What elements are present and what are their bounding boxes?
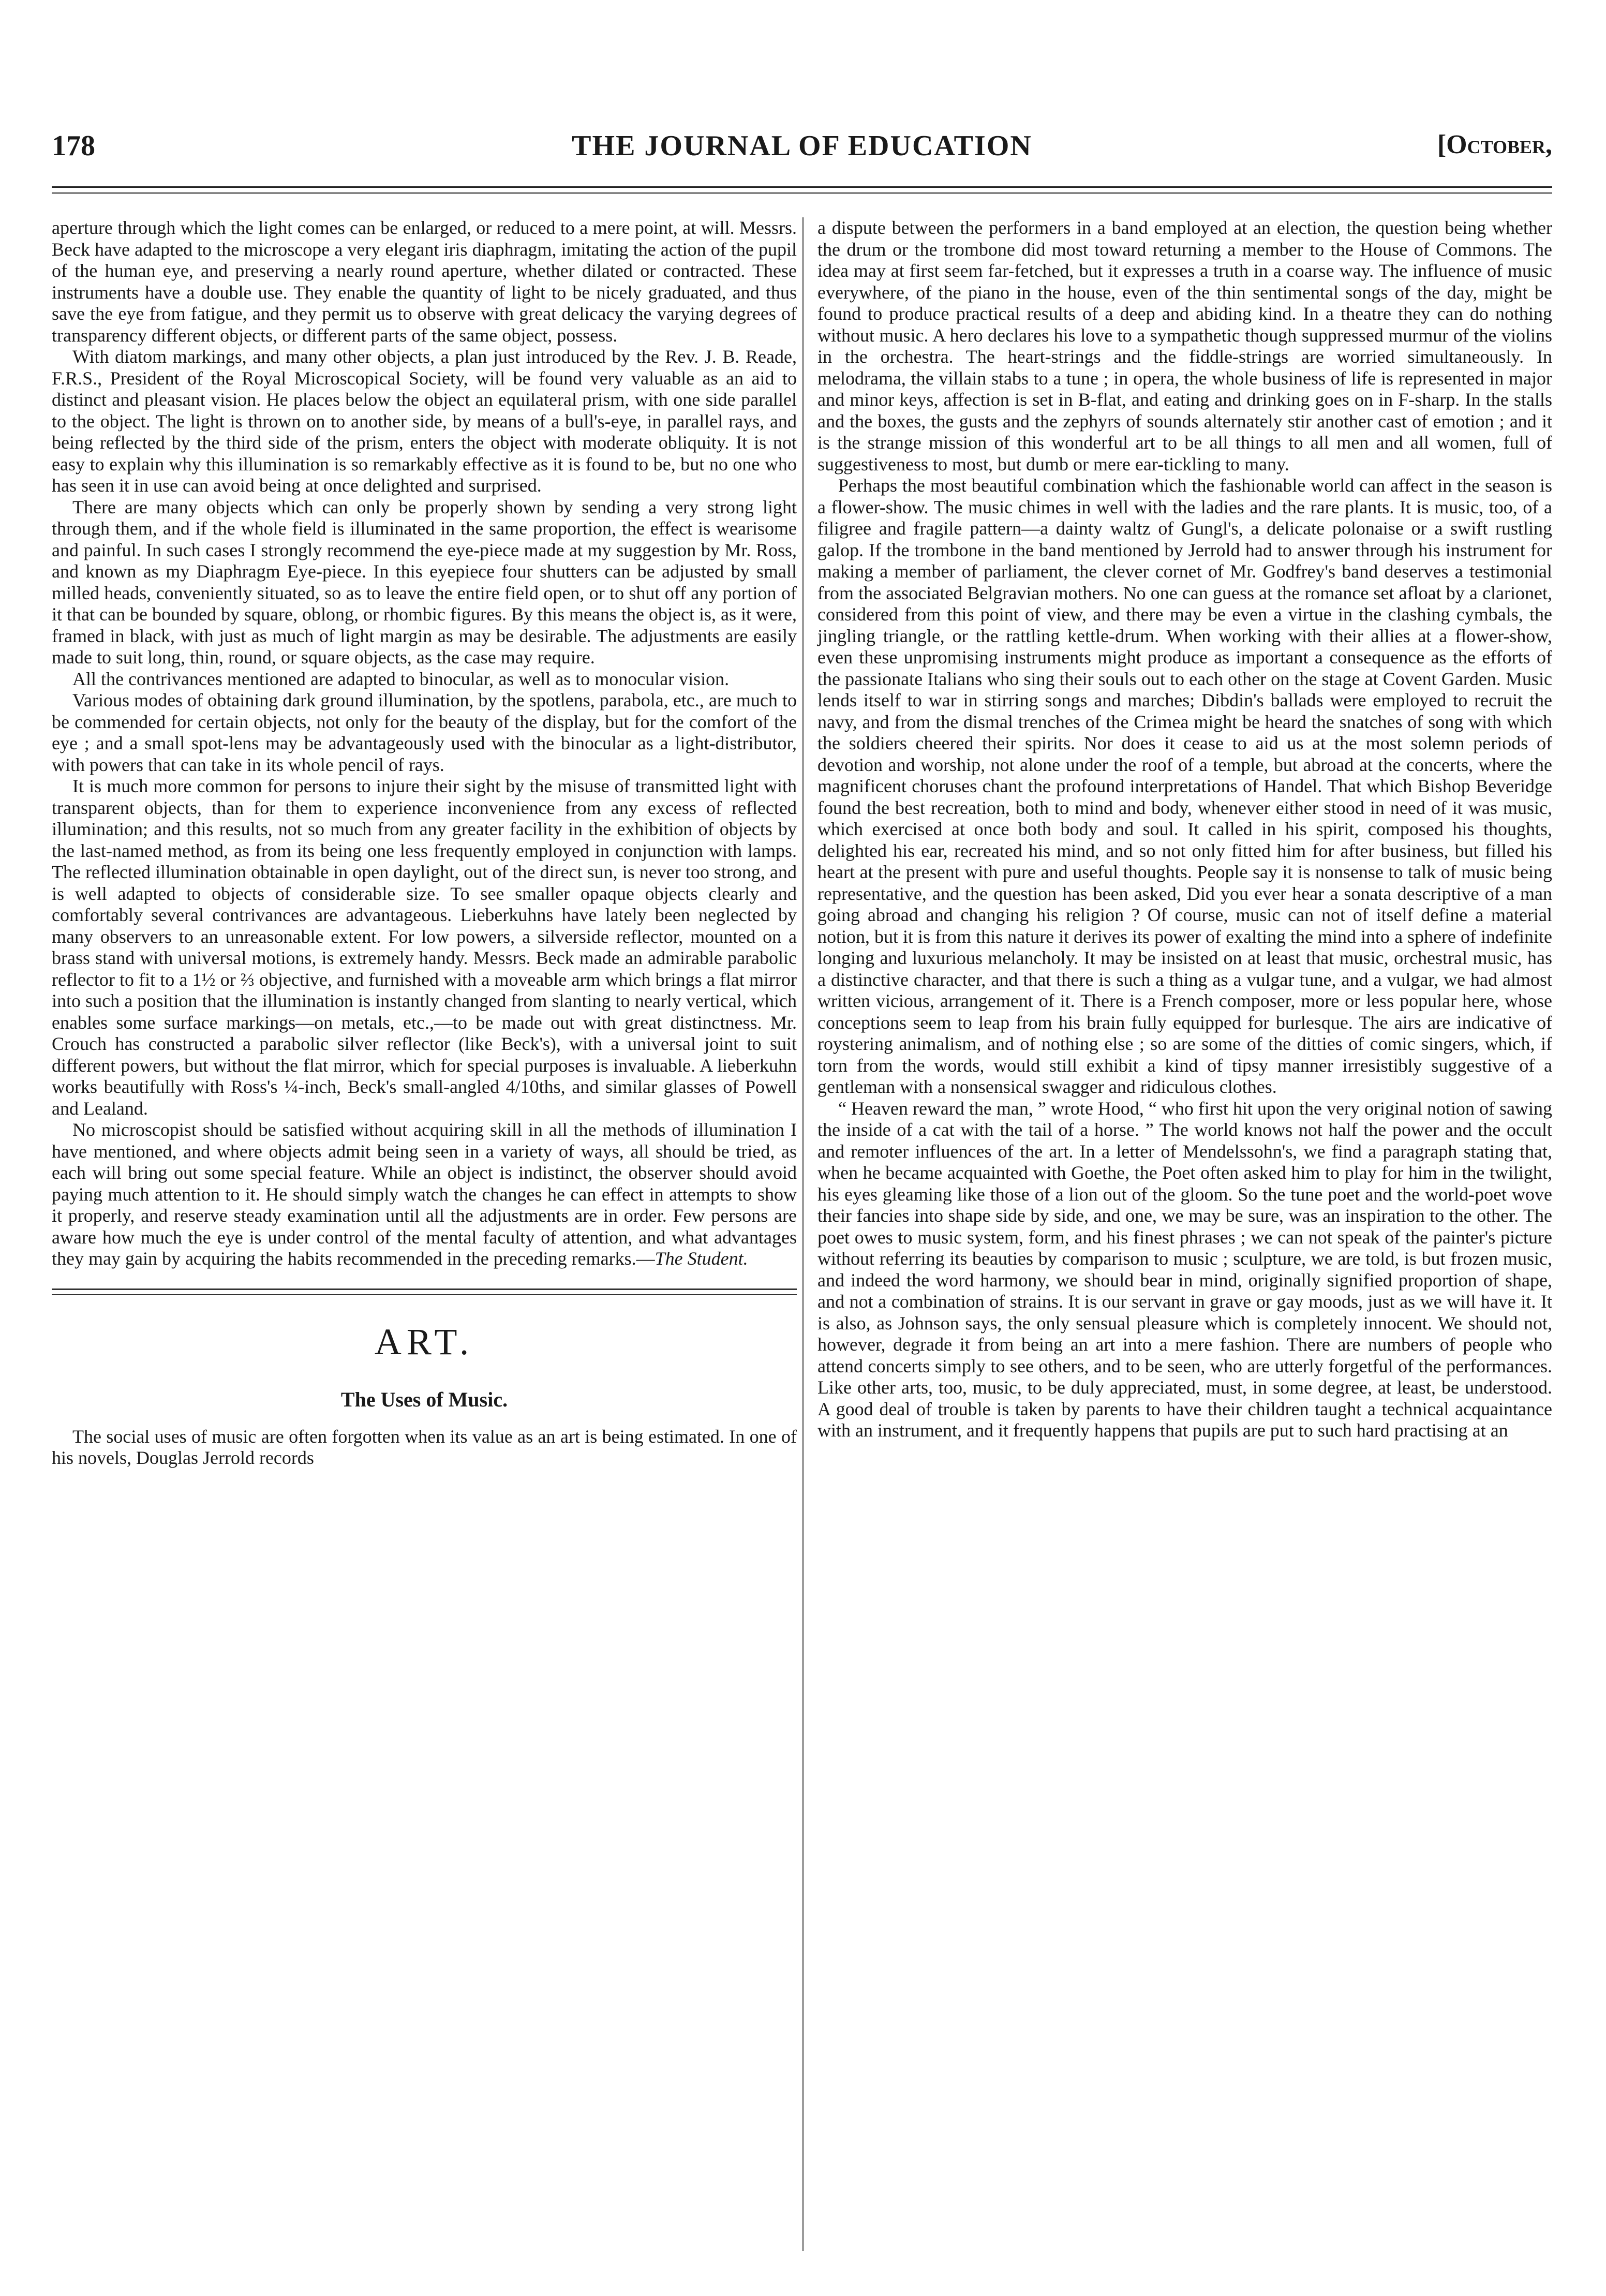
header-rule-thin xyxy=(52,192,1552,194)
body-paragraph: There are many objects which can only be properly shown by sending a very strong light through them, and if the whole field is illuminated in the same proportion, the effect is wearisome and painful. In such cases I strongly recommend the eye-piece made at my suggestion by Mr. Ross, and known as my Diaphragm Eye-piece. In this eyepiece four shutters can be adjusted by small milled heads, conveniently situated, so as to leave the entire field open, or to shut off any portion of it that can be bounded by square, oblong, or rhombic figures. By this means the object is, as it were, framed in black, with just as much of light margin as may be desirable. The adjustments are easily made to suit long, thin, round, or square objects, as the case may require. xyxy=(52,496,797,668)
body-paragraph: All the contrivances mentioned are adapted to binocular, as well as to monocular vision. xyxy=(72,668,730,689)
month-label: [October, xyxy=(1437,130,1552,159)
section-heading: ART. xyxy=(374,1321,474,1362)
left-column xyxy=(52,217,797,1469)
section-rule xyxy=(52,1288,797,1290)
right-column xyxy=(817,217,1552,1442)
body-paragraph: aperture through which the light comes can be enlarged, or reduced to a mere point, at will. Messrs. Beck have adapted to the microscope a very elegant iris diaphragm, imitating the action of the pupil of the human eye, and preserving a nearly round aperture, whether dilated or contracted. These instruments have a double use. They enable the quantity of light to be nicely graduated, and thus save the eye from fatigue, and they permit us to observe with great delicacy the varying degrees of transparency different objects, or different parts of the same object, possess. xyxy=(52,217,797,346)
body-paragraph: With diatom markings, and many other objects, a plan just introduced by the Rev. J. B. Reade, F.R.S., President of the Royal Microscopical Society, will be found very valuable as an aid to distinct and pleasant vision. He places below the object an equilateral prism, with one side parallel to the object. The light is thrown on to another side, by means of a bull's-eye, in parallel rays, and being reflected by the third side of the prism, enters the object with moderate obliquity. It is not easy to explain why this illumination is so remarkably effective as it is found to be, but no one who has seen it in use can avoid being at once delighted and surprised. xyxy=(52,346,797,496)
journal-title: THE JOURNAL OF EDUCATION xyxy=(572,130,1032,162)
body-paragraph: Perhaps the most beautiful combination which the fashionable world can affect in the season is a flower-show. The music chimes in well with the ladies and the rare plants. It is music, too, of a filigree and fragile pattern—a dainty waltz of Gungl's, a delicate polonaise or a swift rustling galop. If the trombone in the band mentioned by Jerrold had to answer through his instrument for making a member of parliament, the clever cornet of Mr. Godfrey's band deserves a testimonial from the associated Belgravian mothers. No one can guess at the romance set afloat by a clarionet, considered from this point of view, and there may be even a virtue in the clashing cymbals, the jingling triangle, or the rattling kettle-drum. When working with their allies at a flower-show, even these unpromising instruments might produce as important a consequence as the efforts of the passionate Italians who sing their souls out to each other on the stage at Covent Garden. Music lends itself to war in stirring songs and marches; Dibdin's ballads were employed to recruit the navy, and from the dismal trenches of the Crimea might be heard the snatches of song with which the soldiers cheered their spirits. Nor does it cease to aid us at the most solemn periods of devotion and worship, not alone under the roof of a temple, but abroad at the concerts, where the magnificent choruses chant the profound interpretations of Handel. That which Bishop Beveridge found the best recreation, both to mind and body, whenever either stood in need of it was music, which exercised at once both body and soul. It called in his spirit, composed his thoughts, delighted his ear, recreated his mind, and so not only fitted him for after business, but filled his heart at the present with pure and useful thoughts. People say it is nonsense to talk of music being representative, and the question has been asked, Did you ever hear a sonata descriptive of a man going abroad and changing his religion ? Of course, music can not of itself define a material notion, but it is from this nature it derives its power of exalting the mind into a sphere of indefinite longing and luxurious melancholy. It may be insisted on at least that music, orchestral music, has a distinctive character, and that there is such a thing as a vulgar tune, and a vulgar, we had almost written vicious, arrangement of it. There is a French composer, more or less popular here, whose conceptions seem to leap from his brain fully equipped for burlesque. The airs are indicative of roystering animalism, and of nothing else ; so are some of the ditties of comic singers, which, if torn from the words, would still exhibit a kind of tipsy manner irresistibly suggestive of a gentleman with a nonsensical swagger and ridiculous clothes. xyxy=(817,475,1552,1097)
body-paragraph: It is much more common for persons to injure their sight by the misuse of transmitted light with transparent objects, than for them to experience inconvenience from any excess of reflected illumination; and this results, not so much from any greater facility in the exhibition of objects by the last-named method, as from its being one less frequently employed in conjunction with lamps. The reflected illumination obtainable in open daylight, out of the direct sun, is never too strong, and is well adapted to objects of considerable size. To see smaller opaque objects clearly and comfortably several contrivances are advantageous. Lieberkuhns have lately been neglected by many observers to an unreasonable extent. For low powers, a silverside reflector, mounted on a brass stand with universal motions, is extremely handy. Messrs. Beck made an admirable parabolic reflector to fit to a 1½ or ⅔ objective, and furnished with a moveable arm which brings a flat mirror into such a position that the illumination is instantly changed from slanting to nearly vertical, which enables some surface markings—on metals, etc.,—to be made out with great distinctness. Mr. Crouch has constructed a parabolic silver reflector (like Beck's), with a universal joint to suit different powers, but without the flat mirror, which for special purposes is invaluable. A lieberkuhn works beautifully with Ross's ¼-inch, Beck's small-angled 4/10ths, and similar glasses of Powell and Lealand. xyxy=(52,776,797,1119)
body-paragraph-text: No microscopist should be satisfied without acquiring skill in all the methods of illumination I have mentioned, and where objects admit being seen in a variety of ways, all should be tried, as each will bring out some special feature. While an object is indistinct, the observer should avoid paying much attention to it. He should simply watch the changes he can effect in attempts to show it properly, and reserve steady examination until all the adjustments are in order. Few persons are aware how much the eye is under control of the mental faculty of attention, and what advantages they may gain by acquiring the habits recommended in the preceding remarks.— xyxy=(52,1119,797,1269)
header-rule xyxy=(52,186,1552,188)
running-header xyxy=(52,129,1552,176)
article-title: The Uses of Music. xyxy=(340,1388,508,1411)
body-paragraph: Various modes of obtaining dark ground illumination, by the spotlens, parabola, etc., are much to be commended for certain objects, not only for the beauty of the display, but for the comfort of the eye ; and a small spot-lens may be advantageously used with the binocular as a light-distributor, with powers that can take in its whole pencil of rays. xyxy=(52,690,797,775)
article-opening: The social uses of music are often forgotten when its value as an art is being estimated. In one of his novels, Douglas Jerrold records xyxy=(52,1426,797,1468)
section-rule-thin xyxy=(52,1294,797,1295)
body-paragraph: “ Heaven reward the man, ” wrote Hood, “ who first hit upon the very original notion of sawing the inside of a cat with the tail of a horse. ” The world knows not half the power and the occult and remoter influences of the art. In a letter of Mendelssohn's, we find a paragraph stating that, when he became acquainted with Goethe, the Poet often asked him to play for him in the twilight, his eyes gleaming like those of a lion out of the gloom. So the tune poet and the world-poet wove their fancies into shape side by side, and one, we may be sure, was an inspiration to the other. The poet owes to music system, form, and his finest phrases ; we can not speak of the painter's picture without referring its beauties by comparison to music ; sculpture, we are told, is but frozen music, and indeed the word harmony, we should bear in mind, originally signified proportion of shape, and not a combination of strains. It is our servant in grave or gay moods, just as we will have it. It is also, as Johnson says, the only sensual pleasure which is completely innocent. We should not, however, degrade it from being an art into a mere fashion. There are numbers of people who attend concerts simply to see others, and to be seen, who are utterly forgetful of the performances. Like other arts, too, music, to be duly appreciated, must, in some degree, at least, be understood. A good deal of trouble is taken by parents to have their children taught a technical acquaintance with an instrument, and it frequently happens that pupils are put to such hard practising at an xyxy=(817,1098,1552,1441)
article-signature: The Student. xyxy=(655,1248,748,1269)
body-paragraph: a dispute between the performers in a band employed at an election, the question being whether the drum or the trombone did most toward returning a member to the House of Commons. The idea may at first seem far-fetched, but it expresses a truth in a coarse way. The influence of music everywhere, of the piano in the house, even of the thin sentimental songs of the day, might be found to produce practical results of a deep and abiding kind. In a theatre they can do nothing without music. A hero declares his love to a sympathetic though suppressed murmur of the violins in the orchestra. The heart-strings and the fiddle-strings are worried simultaneously. In melodrama, the villain stabs to a tune ; in opera, the whole business of life is represented in major and minor keys, affection is set in B-flat, and eating and drinking goes on in F-sharp. In the stalls and the boxes, the gusts and the zephyrs of sounds alternately stir another cast of emotion ; and it is the strange mission of this wonderful art to be all things to all men and all women, full of suggestiveness to most, but dumb or mere ear-tickling to many. xyxy=(817,217,1552,475)
page-number: 178 xyxy=(52,130,95,162)
column-divider xyxy=(802,217,804,2251)
body-paragraph-with-signature xyxy=(52,1119,797,1270)
